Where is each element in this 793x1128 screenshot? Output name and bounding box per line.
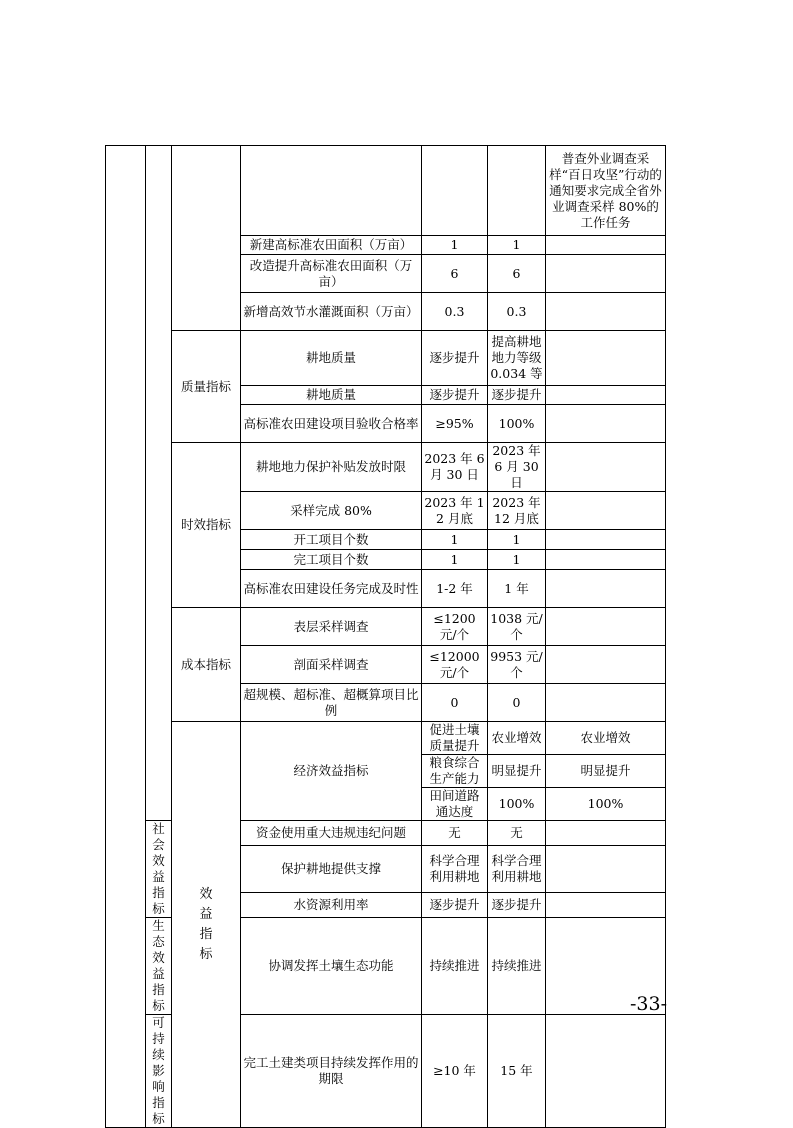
metric-cell: 剖面采样调查	[241, 646, 422, 684]
actual-cell: 1	[488, 236, 546, 255]
ecological-benefit-label: 生态效益指标	[146, 918, 172, 1015]
metric-cell	[241, 146, 422, 236]
indicator-type-cell	[146, 146, 172, 821]
benefit-indicator-label: 效益指标	[172, 722, 241, 1128]
actual-cell	[488, 146, 546, 236]
note-cell	[546, 443, 666, 492]
target-cell: ≤12000 元/个	[422, 646, 488, 684]
metric-cell: 改造提升高标准农田面积（万亩）	[241, 255, 422, 293]
metric-cell: 新建高标准农田面积（万亩）	[241, 236, 422, 255]
note-cell	[546, 845, 666, 892]
note-cell	[546, 530, 666, 550]
target-cell: 逐步提升	[422, 893, 488, 918]
table-row	[106, 443, 666, 492]
note-cell	[546, 386, 666, 405]
metric-cell: 水资源利用率	[241, 893, 422, 918]
metric-cell: 保护耕地提供支撑	[241, 845, 422, 892]
note-cell	[546, 608, 666, 646]
actual-cell: 0	[488, 684, 546, 722]
target-cell: ≤1200 元/个	[422, 608, 488, 646]
target-cell: 明显提升	[488, 755, 546, 788]
actual-cell: 9953 元/个	[488, 646, 546, 684]
actual-cell: 农业增效	[546, 722, 666, 755]
target-cell: 1	[422, 530, 488, 550]
note-cell	[546, 821, 666, 846]
target-cell: 持续推进	[422, 918, 488, 1015]
note-cell	[546, 893, 666, 918]
actual-cell: 2023 年 12 月底	[488, 492, 546, 530]
metric-cell: 完工项目个数	[241, 550, 422, 570]
target-cell: 农业增效	[488, 722, 546, 755]
note-cell	[546, 570, 666, 608]
target-cell: 2023 年 12 月底	[422, 492, 488, 530]
metric-cell: 耕地地力保护补贴发放时限	[241, 443, 422, 492]
target-cell: 1	[422, 236, 488, 255]
note-cell	[546, 236, 666, 255]
actual-cell: 2023 年 6 月 30 日	[488, 443, 546, 492]
actual-cell: 100%	[546, 788, 666, 821]
metric-cell: 粮食综合生产能力	[422, 755, 488, 788]
note-cell	[546, 684, 666, 722]
performance-indicator-table	[105, 145, 666, 1128]
note-cell	[546, 492, 666, 530]
target-cell: 0	[422, 684, 488, 722]
metric-cell: 耕地质量	[241, 331, 422, 386]
table-row	[106, 331, 666, 386]
table-row	[106, 722, 666, 755]
target-cell: ≥10 年	[422, 1015, 488, 1128]
target-cell: 逐步提升	[422, 386, 488, 405]
metric-cell: 完工土建类项目持续发挥作用的期限	[241, 1015, 422, 1128]
quality-indicator-label: 质量指标	[172, 331, 241, 443]
target-cell: 100%	[488, 788, 546, 821]
metric-cell: 田间道路通达度	[422, 788, 488, 821]
intro-note: 普查外业调查采样“百日攻坚”行动的通知要求完成全省外业调查采样 80%的工作任务	[546, 146, 666, 236]
social-benefit-label: 社会效益指标	[146, 821, 172, 918]
table-row	[106, 146, 666, 236]
target-cell: 6	[422, 255, 488, 293]
metric-cell: 高标准农田建设任务完成及时性	[241, 570, 422, 608]
actual-cell: 逐步提升	[488, 893, 546, 918]
note-cell	[546, 331, 666, 386]
actual-cell: 100%	[488, 405, 546, 443]
sustainable-impact-label: 可持续影响指标	[146, 1015, 172, 1128]
actual-cell: 1	[488, 530, 546, 550]
note-cell	[546, 293, 666, 331]
actual-cell: 6	[488, 255, 546, 293]
target-cell	[422, 146, 488, 236]
metric-cell: 耕地质量	[241, 386, 422, 405]
note-cell	[546, 255, 666, 293]
target-cell: ≥95%	[422, 405, 488, 443]
actual-cell: 逐步提升	[488, 386, 546, 405]
note-cell	[546, 646, 666, 684]
timeliness-indicator-label: 时效指标	[172, 443, 241, 608]
category-cell	[106, 146, 146, 1128]
note-cell	[546, 405, 666, 443]
actual-cell: 15 年	[488, 1015, 546, 1128]
metric-cell: 开工项目个数	[241, 530, 422, 550]
actual-cell: 提高耕地地力等级0.034 等	[488, 331, 546, 386]
target-cell: 逐步提升	[422, 331, 488, 386]
page-number: -33-	[630, 993, 668, 1015]
table-row	[106, 608, 666, 646]
target-cell: 1-2 年	[422, 570, 488, 608]
metric-cell: 超规模、超标准、超概算项目比例	[241, 684, 422, 722]
actual-cell: 科学合理利用耕地	[488, 845, 546, 892]
metric-cell: 新增高效节水灌溉面积（万亩）	[241, 293, 422, 331]
cost-indicator-label: 成本指标	[172, 608, 241, 722]
actual-cell: 1	[488, 550, 546, 570]
quantity-indicator-cell	[172, 146, 241, 331]
target-cell: 无	[422, 821, 488, 846]
metric-cell: 采样完成 80%	[241, 492, 422, 530]
target-cell: 2023 年 6 月 30 日	[422, 443, 488, 492]
metric-cell: 表层采样调查	[241, 608, 422, 646]
actual-cell: 无	[488, 821, 546, 846]
actual-cell: 1038 元/个	[488, 608, 546, 646]
target-cell: 1	[422, 550, 488, 570]
metric-cell: 资金使用重大违规违纪问题	[241, 821, 422, 846]
economic-benefit-label: 经济效益指标	[241, 722, 422, 821]
metric-cell: 高标准农田建设项目验收合格率	[241, 405, 422, 443]
actual-cell: 持续推进	[488, 918, 546, 1015]
actual-cell: 0.3	[488, 293, 546, 331]
metric-cell: 协调发挥土壤生态功能	[241, 918, 422, 1015]
target-cell: 科学合理利用耕地	[422, 845, 488, 892]
target-cell: 0.3	[422, 293, 488, 331]
note-cell	[546, 1015, 666, 1128]
actual-cell: 1 年	[488, 570, 546, 608]
actual-cell: 明显提升	[546, 755, 666, 788]
metric-cell: 促进土壤质量提升	[422, 722, 488, 755]
note-cell	[546, 550, 666, 570]
